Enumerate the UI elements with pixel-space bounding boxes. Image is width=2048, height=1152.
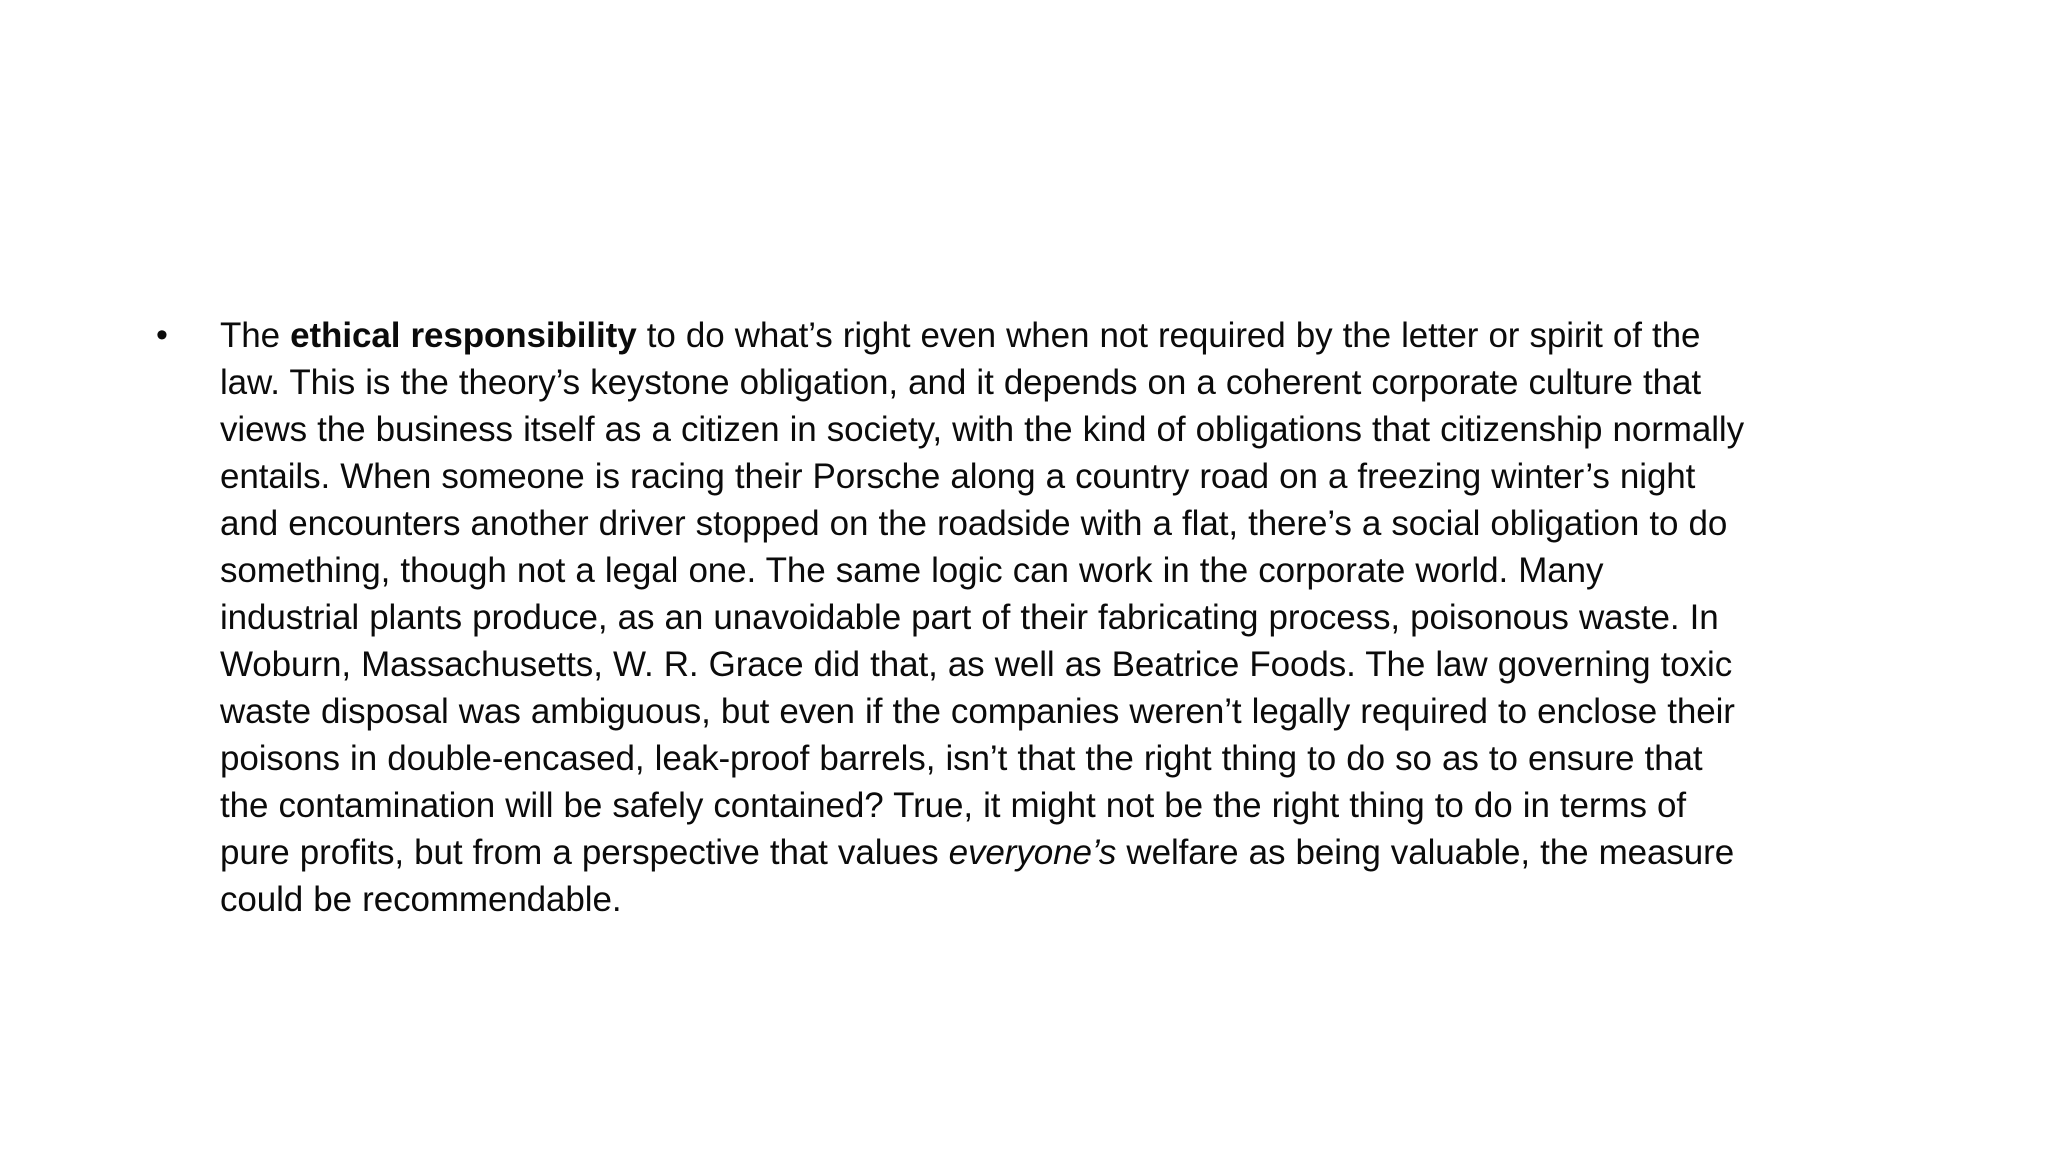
line-12-lead: pure profits, but from a perspective that values — [220, 833, 949, 872]
paragraph-line-2: law. This is the theory’s keystone obligation, and it depends on a coherent corporate culture that — [220, 363, 1701, 402]
bold-term: ethical responsibility — [290, 316, 637, 355]
bullet-marker: • — [156, 316, 168, 354]
italic-term: everyone’s — [948, 833, 1117, 872]
paragraph-line-5: and encounters another driver stopped on the roadside with a flat, there’s a social obligation to do — [220, 504, 1728, 543]
paragraph-line-13: could be recommendable. — [220, 880, 622, 919]
line-1-rest: to do what’s right even when not required by the letter or spirit of the — [636, 316, 1701, 355]
paragraph-line-11: the contamination will be safely contained? True, it might not be the right thing to do in terms of — [220, 786, 1687, 825]
paragraph-line-12 — [220, 829, 1912, 876]
paragraph-line-7: industrial plants produce, as an unavoidable part of their fabricating process, poisonous waste. In — [220, 598, 1719, 637]
paragraph-line-10: poisons in double-encased, leak-proof barrels, isn’t that the right thing to do so as to ensure that — [220, 739, 1703, 778]
bullet-paragraph — [220, 312, 1912, 923]
paragraph-line-6: something, though not a legal one. The same logic can work in the corporate world. Many — [220, 551, 1604, 590]
paragraph-line-3: views the business itself as a citizen in society, with the kind of obligations that citizenship normally — [220, 410, 1744, 449]
line-12-rest: welfare as being valuable, the measure — [1116, 833, 1735, 872]
bullet-item — [152, 312, 1912, 923]
paragraph-line-9: waste disposal was ambiguous, but even if the companies weren’t legally required to enclose their — [220, 692, 1735, 731]
line-1-lead: The — [220, 316, 291, 355]
paragraph-line-4: entails. When someone is racing their Porsche along a country road on a freezing winter’s night — [220, 457, 1696, 496]
paragraph-line-1 — [220, 312, 1912, 359]
paragraph-line-8: Woburn, Massachusetts, W. R. Grace did that, as well as Beatrice Foods. The law governing toxic — [220, 645, 1733, 684]
